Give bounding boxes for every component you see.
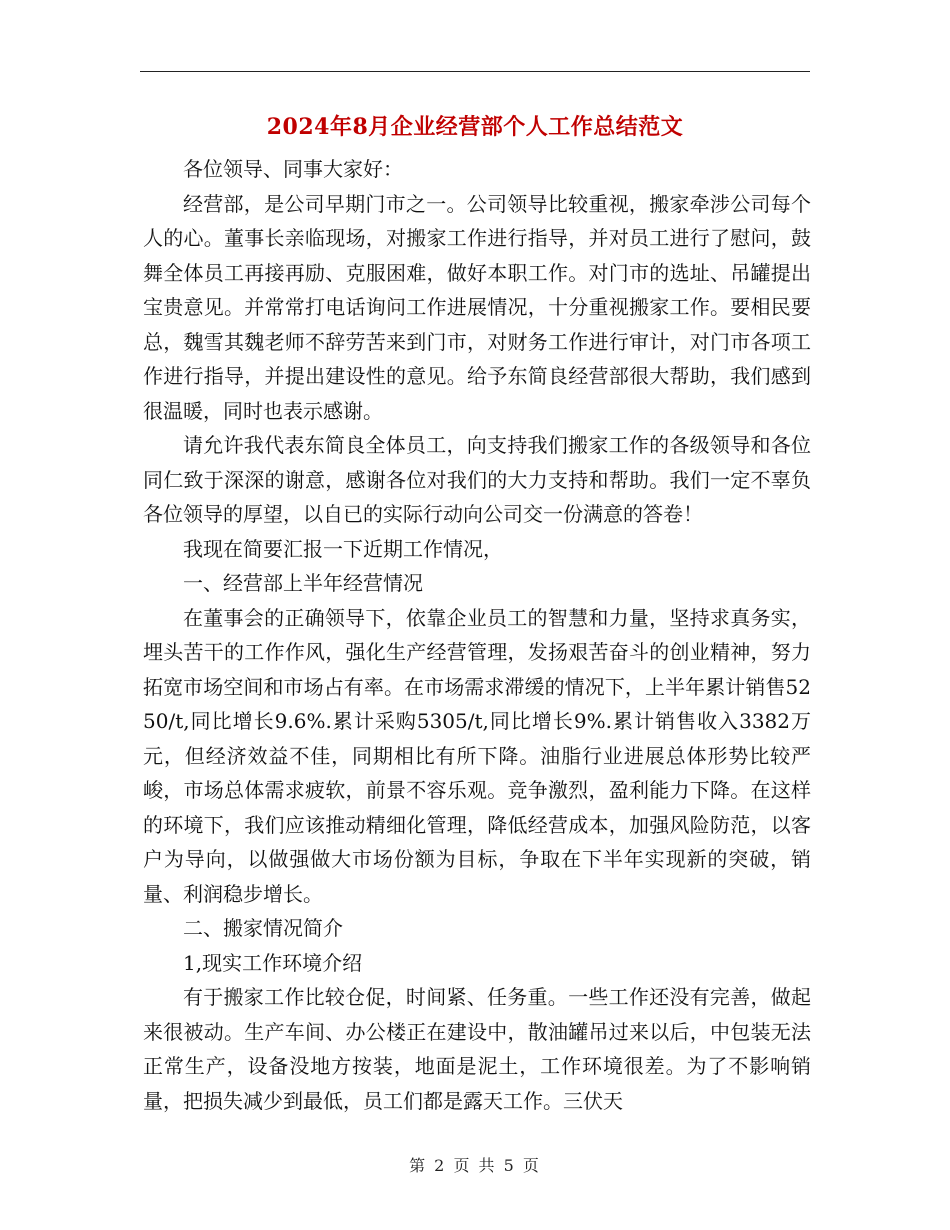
environment-paragraph: 有于搬家工作比较仓促，时间紧、任务重。一些工作还没有完善，做起来很被动。生产车间、办公楼正在建设中，散油罐吊过来以后，中包装无法正常生产，设备没地方按装，地面是泥土，工作环境很差。为了不影响销量，把损失减少到最低，员工们都是露天工作。三伏天 (143, 985, 811, 1113)
section-heading-1: 一、经营部上半年经营情况 (183, 571, 423, 595)
report-intro-paragraph: 我现在简要汇报一下近期工作情况， (183, 536, 503, 561)
header-rule (140, 71, 810, 72)
intro-paragraph: 经营部，是公司早期门市之一。公司领导比较重视，搬家牵涉公司每个人的心。董事长亲临现场，对搬家工作进行指导，并对员工进行了慰问，鼓舞全体员工再接再励、克服困难，做好本职工作。对门市的选址、吊罐提出宝贵意见。并常常打电话询问工作进展情况，十分重视搬家工作。要相民要总，魏雪其魏老师不辞劳苦来到门市，对财务工作进行审计，对门市各项工作进行指导，并提出建设性的意见。给予东简良经营部很大帮助，我们感到很温暖，同时也表示感谢。 (143, 191, 811, 423)
document-title: 2024年8月企业经营部个人工作总结范文 (266, 114, 684, 140)
section-heading-2: 二、搬家情况简介 (183, 916, 343, 940)
business-paragraph: 在董事会的正确领导下，依靠企业员工的智慧和力量，坚持求真务实，埋头苦干的工作作风，强化生产经营管理，发扬艰苦奋斗的创业精神，努力拓宽市场空间和市场占有率。在市场需求滞缓的情况下，上半年累计销售5250/t,同比增长9.6%.累计采购5305/t,同比增长9%.累计销售收入3382万元，但经济效益不佳，同期相比有所下降。油脂行业进展总体形势比较严峻，市场总体需求疲软，前景不容乐观。竞争激烈，盈利能力下降。在这样的环境下，我们应该推动精细化管理，降低经营成本，加强风险防范，以客户为导向，以做强做大市场份额为目标，争取在下半年实现新的突破，销量、利润稳步增长。 (143, 605, 811, 906)
page-number: 第 2 页 共 5 页 (409, 1156, 541, 1175)
greeting-paragraph: 各位领导、同事大家好： (183, 157, 403, 181)
subsection-heading-1: 1,现实工作环境介绍 (183, 950, 363, 975)
document-body (143, 152, 811, 1118)
thanks-paragraph: 请允许我代表东简良全体员工，向支持我们搬家工作的各级领导和各位同仁致于深深的谢意，感谢各位对我们的大力支持和帮助。我们一定不辜负各位领导的厚望，以自已的实际行动向公司交一份满意的答卷！ (143, 433, 811, 526)
